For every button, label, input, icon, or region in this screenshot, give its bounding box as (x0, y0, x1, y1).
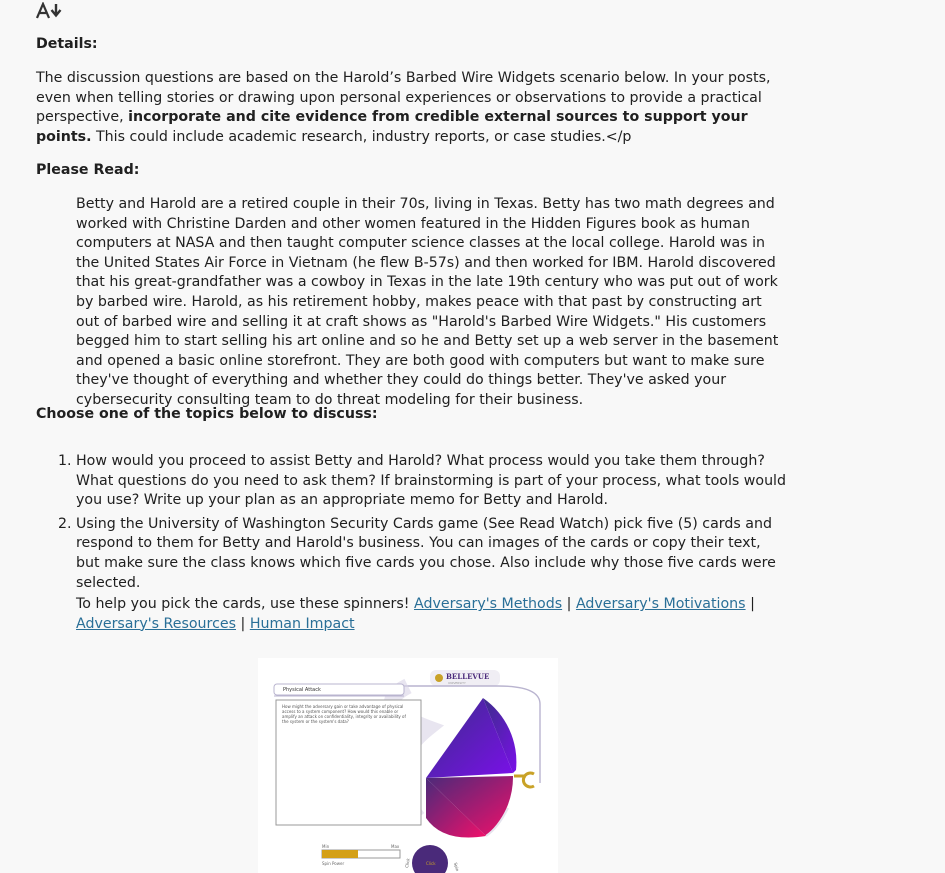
topic-item-1: 1. How would you proceed to assist Betty and Harold? What process would you take them through? What questions do you need to ask them? If brainstorming is part of your process, what tools would you use? Write up your plan as an appropriate memo for Betty and Harold. (76, 452, 786, 511)
intro-paragraph (36, 69, 781, 147)
svg-text:Spin: Spin (453, 861, 461, 872)
text-size-icon[interactable] (36, 2, 64, 20)
link-adversary-motivations[interactable]: Adversary's Motivations (575, 596, 746, 612)
slider-min: Min (322, 844, 330, 849)
intro-bold-text: incorporate and cite evidence from credible external sources to support your points. (36, 109, 748, 145)
topics-list (36, 452, 786, 597)
brand-name: BELLEVUE (446, 672, 490, 681)
intro-text-1: The discussion questions are based on the Harold’s Barbed Wire Widgets scenario below. In your posts, even when telling stories or drawing upon personal experiences or observations to provide a practical perspective, (36, 70, 771, 126)
bellevue-logo-icon (435, 674, 443, 682)
topic-item-2: 2. Using the University of Washington Security Cards game (See Read Watch) pick five (5) cards and respond to them for Betty and Harold's business. You can images of the cards or copy their text, but make sure the class knows which five cards you chose. Also include why those five cards were selected. (76, 515, 786, 593)
link-separator: | (562, 596, 576, 612)
security-cards-spinner-image (258, 658, 558, 873)
click-label: Click (426, 861, 436, 866)
scenario-blockquote: Betty and Harold are a retired couple in their 70s, living in Texas. Betty has two math degrees and worked with Christine Darden and other women featured in the Hidden Figures book as human computers at NASA and then taught computer science classes at the local college. Harold was in the United States Air Force in Vietnam (he flew B-57s) and then worked for IBM. Harold discovered that his great-grandfather was a cowboy in Texas in the late 19th century who was put out of work by barbed wire. Harold, as his retirement hobby, makes peace with that past by constructing art out of barbed wire and selling it at craft shows as "Harold's Barbed Wire Widgets." His customers begged him to start selling his art online and so he and Betty set up a web server in the basement and opened a basic online storefront. They are both good with computers but want to make sure they've thought of everything and whether they could do things better. They've asked your cybersecurity consulting team to do threat modeling for their business. (76, 196, 779, 408)
spin-power-label: Spin Power (322, 861, 345, 866)
spin-power-fill (322, 850, 358, 858)
card-title: Physical Attack (283, 687, 321, 693)
spinners-lead: To help you pick the cards, use these spinners! (76, 596, 414, 612)
link-adversary-resources[interactable]: Adversary's Resources (76, 615, 236, 632)
topics-heading: Choose one of the topics below to discuss: (36, 406, 378, 422)
details-heading: Details: (36, 36, 98, 52)
card-text: How might the adversary gain or take advantage of physical access to a system component? How would this enable or amplify an attack on confidentiality, integrity or availability of the system or the system's data? (282, 704, 406, 724)
link-separator: | (236, 615, 250, 632)
link-separator: | (745, 596, 755, 612)
spinner-pointer-icon (514, 773, 534, 787)
link-human-impact[interactable]: Human Impact (249, 615, 355, 632)
spinners-paragraph (76, 595, 786, 634)
intro-text-2: This could include academic research, industry reports, or case studies.</p (91, 128, 632, 145)
brand-sub: UNIVERSITY (448, 681, 466, 685)
side-click-label: Click (404, 857, 411, 869)
slider-max: Max (391, 844, 400, 849)
please-read-heading: Please Read: (36, 162, 140, 178)
link-adversary-methods[interactable]: Adversary's Methods (413, 596, 563, 612)
spin-click-button (412, 845, 448, 873)
